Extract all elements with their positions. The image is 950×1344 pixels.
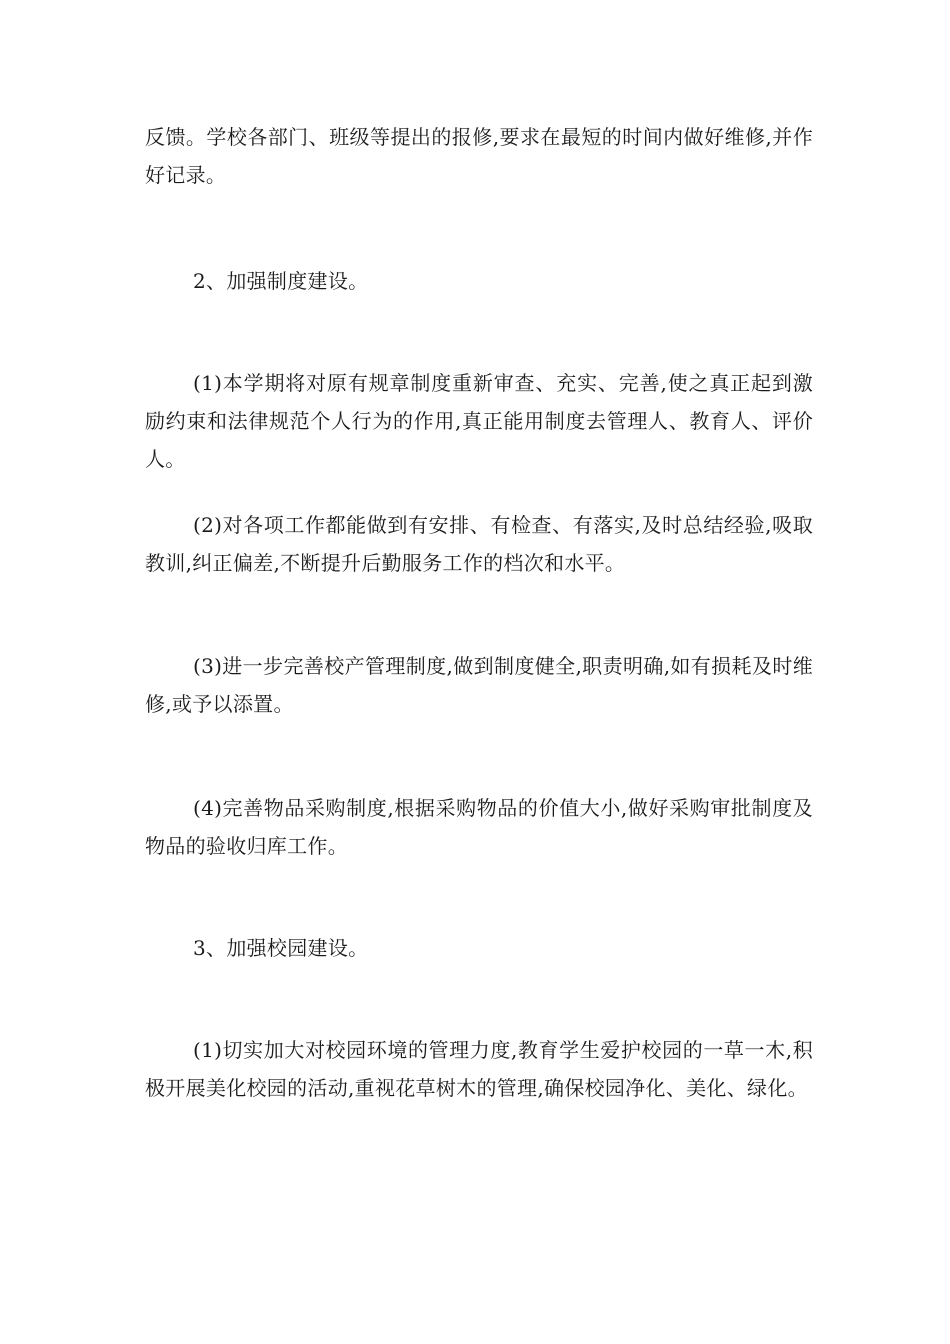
paragraph-item-2-2: (2)对各项工作都能做到有安排、有检查、有落实,及时总结经验,吸取教训,纠正偏差,不断提升后勤服务工作的档次和水平。 [145,513,813,575]
section-heading-3: 3、加强校园建设。 [193,936,369,960]
paragraph-continuation: 反馈。学校各部门、班级等提出的报修,要求在最短的时间内做好维修,并作好记录。 [145,125,813,187]
paragraph-item-2-1: (1)本学期将对原有规章制度重新审查、充实、完善,使之真正起到激励约束和法律规范个人行为的作用,真正能用制度去管理人、教育人、评价人。 [145,371,813,471]
paragraph-item-3-1: (1)切实加大对校园环境的管理力度,教育学生爱护校园的一草一木,积极开展美化校园的活动,重视花草树木的管理,确保校园净化、美化、绿化。 [145,1038,813,1100]
paragraph-item-2-3: (3)进一步完善校产管理制度,做到制度健全,职责明确,如有损耗及时维修,或予以添置。 [145,654,813,716]
paragraph-item-2-4: (4)完善物品采购制度,根据采购物品的价值大小,做好采购审批制度及物品的验收归库工作。 [145,796,813,858]
section-heading-2: 2、加强制度建设。 [193,269,369,293]
